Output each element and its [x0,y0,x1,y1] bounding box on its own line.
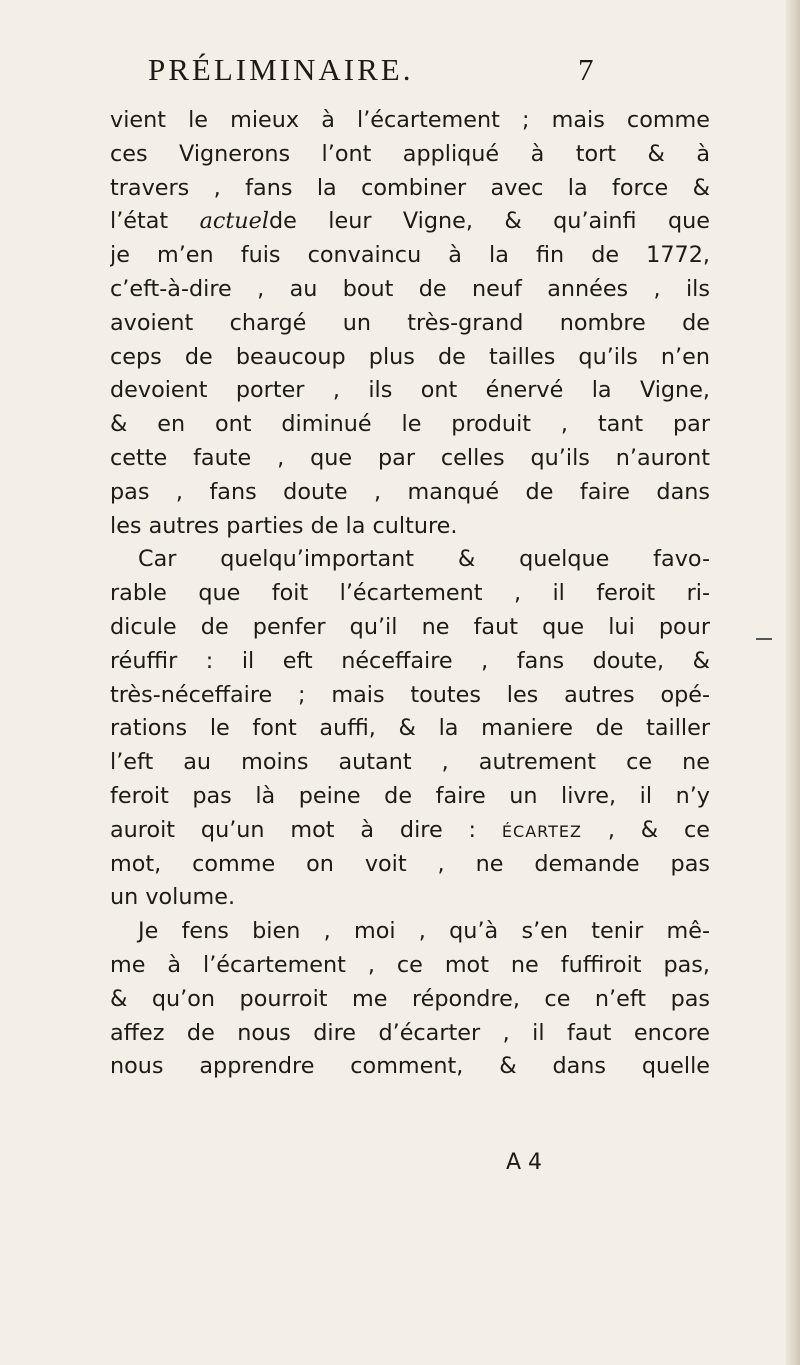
margin-dash [756,638,772,640]
text-line: cette faute , que par celles qu’ils n’auront [110,444,710,471]
text-line: dicule de penfer qu’il ne faut que lui pour [110,613,710,640]
text-line: l’eft au moins autant , autrement ce ne [110,749,710,776]
text-line [110,814,710,848]
text-segment: de leur Vigne, & qu’ainfi que [269,208,710,235]
text-line: rable que foit l’écartement , il feroit ri- [110,580,710,607]
text-line: avoient chargé un très-grand nombre de [110,309,710,336]
text-line: affez de nous dire d’écarter , il faut encore [110,1019,710,1046]
italic-word: actuel [199,208,269,235]
page-header [148,52,608,96]
text-line: feroit pas là peine de faire un livre, il n’y [110,782,710,809]
text-segment: , & ce [581,816,710,843]
text-line: les autres parties de la culture. [110,512,458,539]
text-line: réuffir : il eft néceffaire , fans doute, & [110,647,710,674]
text-line: ces Vignerons l’ont appliqué à tort & à [110,140,710,167]
page-number: 7 [578,52,594,87]
text-line: devoient porter , ils ont énervé la Vigne, [110,377,710,404]
body-text [110,104,710,1084]
signature-mark: A 4 [506,1150,543,1175]
text-line: vient le mieux à l’écartement ; mais comme [110,107,710,133]
text-line: me à l’écartement , ce mot ne fuffiroit pas, [110,951,710,978]
text-line: & en ont diminué le produit , tant par [110,411,710,438]
text-line [110,205,710,239]
text-line: très-néceffaire ; mais toutes les autres opé- [110,681,710,708]
text-line: c’eft-à-dire , au bout de neuf années , ils [110,275,710,302]
text-line: rations le font auffi, & la maniere de tailler [110,715,710,742]
text-line: un volume. [110,884,236,911]
text-line: travers , fans la combiner avec la force & [110,174,710,201]
running-head: PRÉLIMINAIRE. [148,52,414,87]
text-line: je m’en fuis convaincu à la fin de 1772, [110,242,710,269]
text-line: nous apprendre comment, & dans quelle [110,1053,710,1080]
text-line: ceps de beaucoup plus de tailles qu’ils n’en [110,343,710,370]
text-line: Je fens bien , moi , qu’à s’en tenir mê- [138,918,710,945]
text-segment: l’état [110,208,200,235]
page-edge [786,0,800,1365]
text-segment: auroit qu’un mot à dire : [110,816,502,843]
text-line: & qu’on pourroit me répondre, ce n’eft pas [110,985,710,1012]
text-line: mot, comme on voit , ne demande pas [110,850,710,877]
text-line: pas , fans doute , manqué de faire dans [110,478,710,505]
small-caps-word: écartez [501,816,582,843]
text-line: Car quelqu’important & quelque favo- [138,546,710,573]
